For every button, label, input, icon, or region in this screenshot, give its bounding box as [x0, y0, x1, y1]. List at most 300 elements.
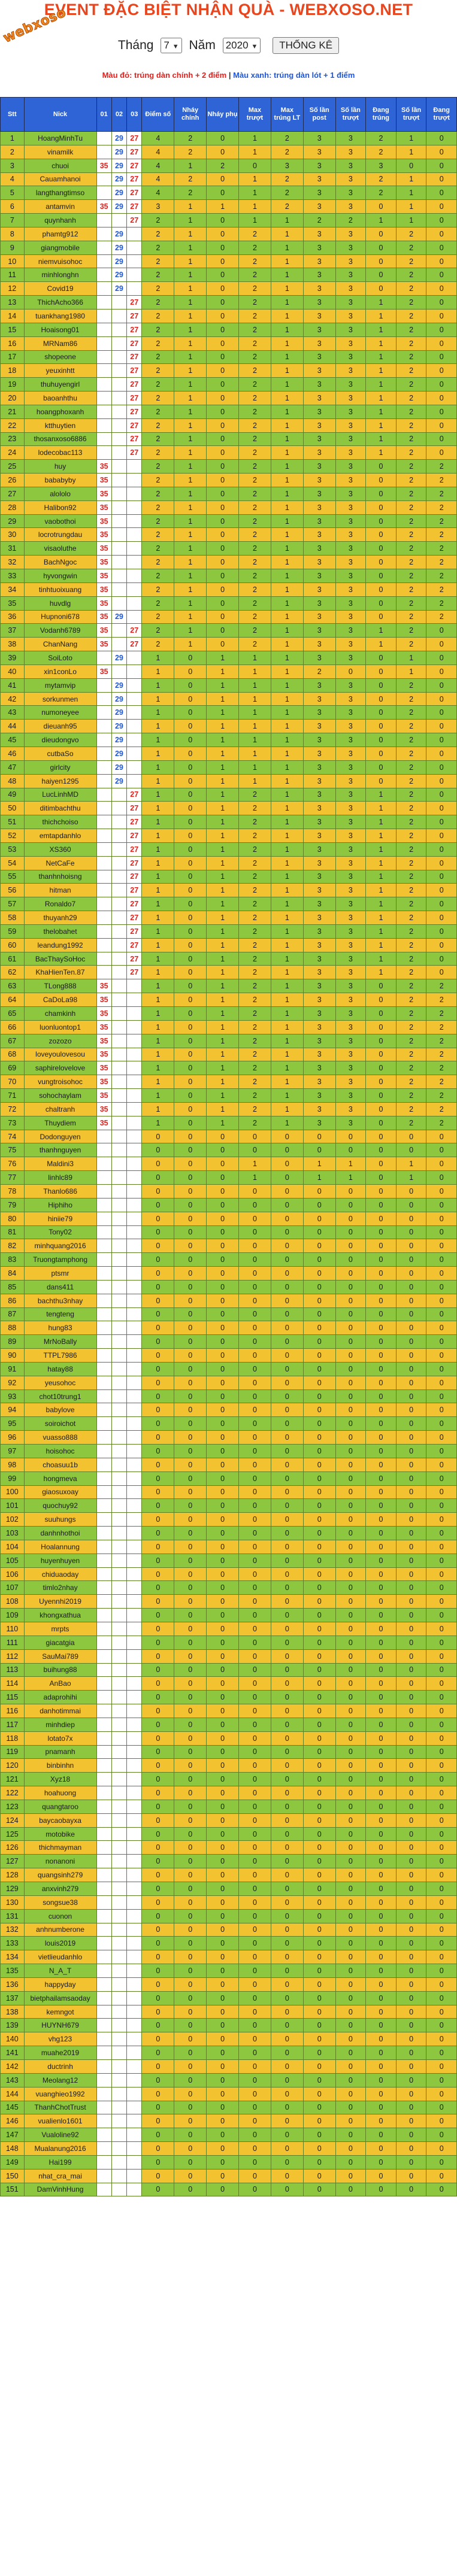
pick-cell-3: [127, 1595, 142, 1609]
table-row: [1, 638, 457, 651]
pick-cell-2: [111, 2183, 126, 2196]
table-cell: 0: [238, 1321, 271, 1335]
pick-cell-2: [111, 1417, 126, 1431]
table-cell: 0: [335, 1609, 366, 1622]
table-cell: 0: [303, 1841, 335, 1855]
table-cell: 2: [142, 460, 174, 474]
column-header: 03: [127, 98, 142, 132]
table-row: [1, 582, 457, 596]
nick-cell: quangsinh279: [24, 1868, 96, 1882]
table-row: [1, 1485, 457, 1499]
table-cell: 1: [366, 296, 397, 310]
table-cell: 1: [174, 610, 207, 624]
rank-cell: 22: [1, 418, 25, 432]
rank-cell: 50: [1, 802, 25, 815]
pick-cell-1: [96, 1212, 111, 1225]
table-cell: 1: [396, 665, 426, 678]
pick-cell-1: [96, 132, 111, 145]
table-cell: 2: [396, 1034, 426, 1048]
table-cell: 0: [396, 2155, 426, 2169]
pick-cell-3: [127, 1609, 142, 1622]
table-cell: 0: [426, 1280, 457, 1294]
table-cell: 3: [303, 1089, 335, 1103]
pick-cell-3: [127, 1471, 142, 1485]
table-cell: 0: [303, 1485, 335, 1499]
table-cell: 2: [396, 1020, 426, 1034]
nick-cell: Hoaisong01: [24, 323, 96, 336]
month-select[interactable]: [161, 38, 181, 53]
table-row: [1, 487, 457, 500]
pick-cell-2: [111, 1977, 126, 1991]
table-cell: 0: [396, 1212, 426, 1225]
table-cell: 0: [174, 788, 207, 802]
table-cell: 0: [207, 1923, 239, 1937]
pick-cell-2: [111, 815, 126, 829]
table-cell: 0: [426, 132, 457, 145]
table-cell: 1: [366, 350, 397, 364]
table-cell: 0: [174, 760, 207, 774]
table-cell: 0: [142, 1977, 174, 1991]
table-cell: 1: [238, 774, 271, 788]
table-cell: 0: [174, 1827, 207, 1841]
table-cell: 3: [335, 952, 366, 966]
table-cell: 3: [303, 966, 335, 979]
table-cell: 0: [426, 1663, 457, 1677]
table-cell: 1: [142, 924, 174, 938]
table-cell: 1: [207, 788, 239, 802]
table-cell: 0: [174, 1636, 207, 1649]
table-cell: 0: [366, 1184, 397, 1198]
pick-cell-1: 35: [96, 979, 111, 993]
year-select[interactable]: [223, 38, 261, 53]
table-cell: 3: [303, 500, 335, 514]
table-cell: 3: [303, 296, 335, 310]
table-cell: 0: [142, 1212, 174, 1225]
table-cell: 0: [335, 1841, 366, 1855]
table-cell: 0: [238, 1362, 271, 1376]
table-cell: 0: [303, 1184, 335, 1198]
table-cell: 3: [335, 268, 366, 282]
table-cell: 2: [396, 446, 426, 460]
table-cell: 0: [238, 1827, 271, 1841]
pick-cell-3: [127, 1567, 142, 1581]
table-cell: 0: [207, 1376, 239, 1389]
table-cell: 0: [396, 2169, 426, 2183]
table-cell: 0: [271, 1841, 303, 1855]
table-row: [1, 1389, 457, 1403]
pick-cell-2: [111, 911, 126, 925]
nick-cell: N_A_T: [24, 1964, 96, 1978]
table-cell: 3: [335, 938, 366, 952]
pick-cell-2: [111, 1581, 126, 1595]
table-row: [1, 842, 457, 856]
pick-cell-2: [111, 500, 126, 514]
table-cell: 1: [366, 870, 397, 884]
table-cell: 0: [396, 1581, 426, 1595]
table-row: [1, 1171, 457, 1185]
nick-cell: vaobothoi: [24, 514, 96, 528]
pick-cell-2: [111, 1964, 126, 1978]
table-cell: 0: [174, 884, 207, 897]
table-row: [1, 1731, 457, 1745]
table-cell: 1: [174, 159, 207, 172]
pick-cell-3: 27: [127, 323, 142, 336]
table-cell: 3: [303, 254, 335, 268]
table-cell: 3: [335, 241, 366, 254]
pick-cell-1: [96, 911, 111, 925]
table-cell: 0: [142, 1403, 174, 1417]
table-cell: 3: [335, 405, 366, 418]
pick-cell-2: [111, 1609, 126, 1622]
table-cell: 0: [303, 2073, 335, 2087]
nick-cell: motobike: [24, 1827, 96, 1841]
table-cell: 0: [174, 1198, 207, 1212]
table-cell: 0: [366, 1267, 397, 1281]
table-cell: 1: [303, 1171, 335, 1185]
table-cell: 3: [335, 760, 366, 774]
table-cell: 0: [366, 1636, 397, 1649]
table-cell: 0: [426, 1827, 457, 1841]
table-cell: 0: [396, 1855, 426, 1868]
table-cell: 2: [396, 323, 426, 336]
pick-cell-2: [111, 309, 126, 323]
table-cell: 0: [207, 1868, 239, 1882]
table-cell: 2: [238, 542, 271, 556]
table-cell: 1: [142, 1102, 174, 1116]
table-cell: 0: [366, 720, 397, 733]
table-cell: 0: [207, 2101, 239, 2114]
nick-cell: KhaHienTen.87: [24, 966, 96, 979]
pick-cell-3: 27: [127, 446, 142, 460]
table-cell: 0: [207, 1718, 239, 1731]
table-cell: 0: [303, 1759, 335, 1773]
table-cell: 0: [426, 1649, 457, 1663]
pick-cell-3: [127, 665, 142, 678]
pick-cell-2: [111, 952, 126, 966]
table-cell: 3: [303, 487, 335, 500]
nick-cell: Thuydiem: [24, 1116, 96, 1130]
table-cell: 2: [396, 296, 426, 310]
table-row: [1, 979, 457, 993]
table-cell: 0: [207, 1294, 239, 1307]
table-cell: 0: [238, 1431, 271, 1445]
table-cell: 0: [207, 1691, 239, 1704]
table-cell: 3: [335, 870, 366, 884]
rank-cell: 133: [1, 1937, 25, 1950]
table-cell: 1: [271, 1075, 303, 1089]
table-cell: 0: [174, 1239, 207, 1253]
pick-cell-2: [111, 884, 126, 897]
table-cell: 0: [271, 2128, 303, 2142]
pick-cell-1: [96, 1130, 111, 1143]
nick-cell: sohochaylam: [24, 1089, 96, 1103]
table-cell: 2: [396, 268, 426, 282]
table-cell: 0: [271, 2059, 303, 2073]
table-cell: 0: [396, 1882, 426, 1896]
table-cell: 0: [426, 706, 457, 720]
table-cell: 0: [174, 2073, 207, 2087]
pick-cell-3: 27: [127, 418, 142, 432]
table-cell: 0: [396, 2005, 426, 2019]
rank-cell: 139: [1, 2019, 25, 2032]
table-cell: 3: [335, 747, 366, 760]
table-cell: 2: [142, 542, 174, 556]
table-cell: 1: [271, 336, 303, 350]
table-cell: 0: [207, 460, 239, 474]
table-row: [1, 678, 457, 692]
table-cell: 0: [303, 1977, 335, 1991]
table-cell: 0: [238, 1786, 271, 1800]
table-cell: 0: [207, 1471, 239, 1485]
pick-cell-3: [127, 1349, 142, 1363]
table-cell: 3: [335, 186, 366, 200]
table-cell: 0: [396, 1239, 426, 1253]
table-cell: 2: [396, 542, 426, 556]
table-cell: 2: [142, 309, 174, 323]
table-cell: 0: [396, 2032, 426, 2046]
rank-cell: 73: [1, 1116, 25, 1130]
rank-cell: 97: [1, 1445, 25, 1458]
table-cell: 3: [303, 856, 335, 870]
pick-cell-3: [127, 2005, 142, 2019]
table-cell: 0: [303, 2005, 335, 2019]
rank-cell: 64: [1, 993, 25, 1007]
table-row: [1, 706, 457, 720]
table-cell: 0: [366, 1171, 397, 1185]
rank-cell: 127: [1, 1855, 25, 1868]
pick-cell-1: [96, 1759, 111, 1773]
table-cell: 1: [174, 350, 207, 364]
table-cell: 0: [207, 528, 239, 542]
nick-cell: SauMai789: [24, 1649, 96, 1663]
table-cell: 0: [426, 733, 457, 747]
pick-cell-2: [111, 1677, 126, 1691]
pick-cell-3: [127, 678, 142, 692]
table-cell: 0: [174, 966, 207, 979]
table-cell: 0: [303, 1198, 335, 1212]
table-cell: 3: [335, 993, 366, 1007]
nick-cell: langthangtimso: [24, 186, 96, 200]
pick-cell-2: [111, 1841, 126, 1855]
table-cell: 0: [142, 1745, 174, 1759]
table-cell: 0: [335, 2005, 366, 2019]
nick-cell: Cauamhanoi: [24, 172, 96, 186]
pick-cell-1: [96, 392, 111, 405]
table-cell: 0: [174, 1431, 207, 1445]
table-cell: 0: [396, 1540, 426, 1554]
table-cell: 0: [271, 1813, 303, 1827]
table-cell: 0: [426, 911, 457, 925]
nick-cell: hoisohoc: [24, 1445, 96, 1458]
table-cell: 3: [303, 159, 335, 172]
table-cell: 1: [366, 638, 397, 651]
table-cell: 0: [335, 1417, 366, 1431]
table-cell: 0: [271, 2032, 303, 2046]
pick-cell-2: [111, 2114, 126, 2128]
nick-cell: TLong888: [24, 979, 96, 993]
table-row: [1, 1909, 457, 1923]
table-cell: 0: [303, 1376, 335, 1389]
table-cell: 0: [426, 418, 457, 432]
table-cell: 0: [207, 1677, 239, 1691]
table-cell: 3: [303, 815, 335, 829]
table-cell: 1: [335, 1157, 366, 1171]
table-cell: 0: [142, 1882, 174, 1896]
table-row: [1, 624, 457, 638]
table-cell: 1: [271, 227, 303, 241]
table-cell: 3: [303, 733, 335, 747]
rank-cell: 116: [1, 1704, 25, 1718]
table-cell: 2: [238, 474, 271, 487]
table-cell: 0: [396, 1362, 426, 1376]
table-cell: 0: [426, 1513, 457, 1527]
table-row: [1, 1253, 457, 1267]
table-cell: 0: [426, 1403, 457, 1417]
rank-cell: 148: [1, 2142, 25, 2156]
table-cell: 0: [142, 1431, 174, 1445]
table-cell: 0: [335, 1445, 366, 1458]
table-cell: 2: [396, 856, 426, 870]
table-cell: 3: [335, 296, 366, 310]
table-cell: 4: [142, 159, 174, 172]
table-cell: 3: [303, 186, 335, 200]
table-cell: 0: [207, 1800, 239, 1813]
table-cell: 0: [174, 1130, 207, 1143]
table-cell: 0: [271, 1595, 303, 1609]
table-cell: 1: [142, 911, 174, 925]
nick-cell: ChanNang: [24, 638, 96, 651]
table-cell: 0: [426, 241, 457, 254]
table-cell: 0: [207, 186, 239, 200]
table-cell: 0: [142, 1759, 174, 1773]
table-cell: 0: [142, 1595, 174, 1609]
pick-cell-3: [127, 460, 142, 474]
table-cell: 2: [396, 405, 426, 418]
table-cell: 2: [396, 802, 426, 815]
table-cell: 0: [174, 1471, 207, 1485]
table-cell: 0: [207, 1786, 239, 1800]
submit-stats-button[interactable]: THỐNG KÊ: [273, 37, 339, 54]
table-cell: 0: [207, 1991, 239, 2005]
table-cell: 2: [426, 474, 457, 487]
table-cell: 0: [238, 1294, 271, 1307]
table-cell: 2: [426, 610, 457, 624]
table-cell: 0: [142, 1636, 174, 1649]
table-row: [1, 1431, 457, 1445]
table-cell: 1: [142, 870, 174, 884]
table-cell: 0: [396, 1567, 426, 1581]
table-cell: 0: [142, 1267, 174, 1281]
table-cell: 0: [426, 1813, 457, 1827]
table-cell: 0: [142, 1663, 174, 1677]
table-cell: 2: [238, 392, 271, 405]
table-row: [1, 392, 457, 405]
table-cell: 0: [142, 1554, 174, 1567]
table-cell: 0: [207, 214, 239, 227]
table-cell: 0: [238, 1567, 271, 1581]
table-row: [1, 1034, 457, 1048]
pick-cell-3: [127, 1499, 142, 1513]
pick-cell-1: 35: [96, 993, 111, 1007]
rank-cell: 37: [1, 624, 25, 638]
table-cell: 3: [303, 145, 335, 159]
table-cell: 0: [174, 1499, 207, 1513]
table-row: [1, 1718, 457, 1731]
table-cell: 4: [142, 132, 174, 145]
table-cell: 1: [271, 938, 303, 952]
table-cell: 0: [396, 1991, 426, 2005]
table-cell: 0: [271, 1800, 303, 1813]
rank-cell: 99: [1, 1471, 25, 1485]
rank-cell: 100: [1, 1485, 25, 1499]
nick-cell: chuoi: [24, 159, 96, 172]
pick-cell-3: [127, 1048, 142, 1061]
table-cell: 0: [303, 2087, 335, 2101]
nick-cell: TTPL7986: [24, 1349, 96, 1363]
table-cell: 0: [396, 2128, 426, 2142]
table-cell: 0: [396, 1335, 426, 1349]
pick-cell-2: [111, 1485, 126, 1499]
nick-cell: chiduaoday: [24, 1567, 96, 1581]
table-cell: 3: [335, 582, 366, 596]
nick-cell: chot10trung1: [24, 1389, 96, 1403]
pick-cell-2: [111, 405, 126, 418]
pick-cell-1: [96, 1253, 111, 1267]
pick-cell-1: [96, 1745, 111, 1759]
pick-cell-2: [111, 1691, 126, 1704]
table-cell: 2: [396, 760, 426, 774]
pick-cell-1: [96, 296, 111, 310]
table-cell: 0: [366, 2032, 397, 2046]
nick-cell: HUYNH679: [24, 2019, 96, 2032]
table-cell: 0: [174, 2059, 207, 2073]
table-cell: 3: [303, 172, 335, 186]
pick-cell-2: 29: [111, 241, 126, 254]
rank-cell: 26: [1, 474, 25, 487]
table-cell: 0: [303, 1882, 335, 1896]
table-cell: 0: [207, 1485, 239, 1499]
table-row: [1, 1964, 457, 1978]
table-cell: 0: [174, 1527, 207, 1540]
pick-cell-2: [111, 1445, 126, 1458]
rank-cell: 80: [1, 1212, 25, 1225]
table-row: [1, 309, 457, 323]
table-cell: 3: [303, 268, 335, 282]
table-cell: 1: [207, 678, 239, 692]
pick-cell-1: 35: [96, 665, 111, 678]
table-cell: 0: [174, 1813, 207, 1827]
nick-cell: quochuy92: [24, 1499, 96, 1513]
table-cell: 2: [396, 747, 426, 760]
pick-cell-2: [111, 1020, 126, 1034]
pick-cell-2: [111, 1007, 126, 1021]
table-cell: 0: [426, 897, 457, 911]
table-cell: 1: [396, 132, 426, 145]
table-cell: 0: [174, 1937, 207, 1950]
pick-cell-1: 35: [96, 528, 111, 542]
table-cell: 1: [271, 897, 303, 911]
table-cell: 1: [396, 145, 426, 159]
table-cell: 1: [238, 1157, 271, 1171]
site-logo[interactable]: webxoso: [1, 5, 69, 46]
pick-cell-2: [111, 1855, 126, 1868]
table-cell: 0: [303, 2142, 335, 2156]
table-cell: 0: [303, 1362, 335, 1376]
table-cell: 2: [142, 350, 174, 364]
table-cell: 2: [238, 514, 271, 528]
table-cell: 2: [396, 815, 426, 829]
pick-cell-1: [96, 1649, 111, 1663]
